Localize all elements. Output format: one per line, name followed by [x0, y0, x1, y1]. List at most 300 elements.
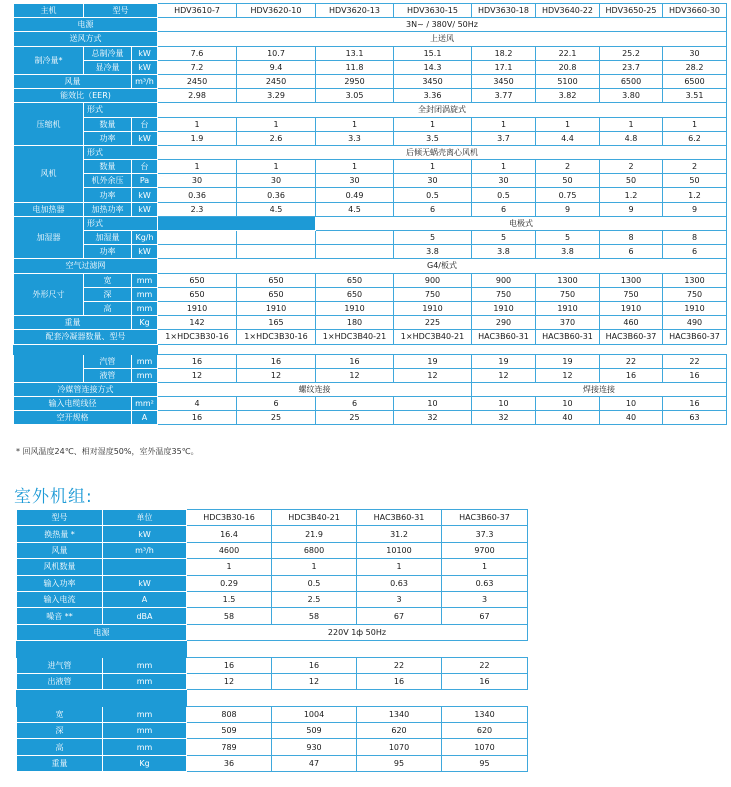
unit-label: A	[132, 411, 158, 425]
outdoor-spec-table	[16, 509, 528, 772]
sub-label: 机外余压	[84, 174, 132, 188]
value-cell: 50	[600, 174, 663, 188]
value-cell: 10.7	[237, 46, 316, 60]
value-cell: 3.29	[237, 89, 316, 103]
header-unit: 单位	[103, 510, 187, 526]
value-cell: 3450	[394, 74, 472, 88]
value-cell: 1	[237, 117, 316, 131]
filter-row	[14, 259, 727, 273]
value-cell: 8	[663, 231, 727, 245]
value-cell: 30	[394, 174, 472, 188]
value-cell: 1300	[663, 273, 727, 287]
model-header: HDV3640-22	[536, 4, 600, 18]
row-label: 噪音 **	[17, 608, 103, 624]
sub-label: 数量	[84, 117, 132, 131]
supply-value: 上送风	[158, 32, 727, 46]
model-header: HDV3610-7	[158, 4, 237, 18]
model-header: HDC3B30-16	[187, 510, 272, 526]
unit-label: Pa	[132, 174, 158, 188]
row-label: 换热量 *	[17, 526, 103, 542]
value-cell: 9	[600, 202, 663, 216]
condenser-row	[14, 330, 727, 344]
value-cell: 370	[536, 316, 600, 330]
compressor-type-row	[14, 103, 727, 117]
unit-label: mm	[132, 368, 158, 382]
value-cell: 620	[357, 723, 442, 739]
value-cell: 0.49	[316, 188, 394, 202]
group-label	[14, 354, 84, 382]
connection-weld: 焊接连接	[472, 382, 727, 396]
value-cell: 6	[472, 202, 536, 216]
row-label: 空开规格	[14, 411, 132, 425]
value-cell: 19	[536, 354, 600, 368]
outdoor-row	[17, 608, 528, 624]
value-cell: 9	[663, 202, 727, 216]
unit-label: dBA	[103, 608, 187, 624]
value-cell	[237, 231, 316, 245]
value-cell: 95	[442, 755, 528, 771]
value-cell: 3.8	[394, 245, 472, 259]
value-cell: 13.1	[316, 46, 394, 60]
value-cell: 750	[472, 287, 536, 301]
value-cell: 1910	[237, 301, 316, 315]
indoor-spec-table	[13, 3, 727, 425]
spacer-row	[14, 344, 727, 354]
value-cell: 12	[316, 368, 394, 382]
value-cell: 16	[663, 368, 727, 382]
weight-row	[14, 316, 727, 330]
value-cell: 0.29	[187, 575, 272, 591]
power-row	[14, 18, 727, 32]
value-cell: 509	[187, 723, 272, 739]
value-cell: 3.3	[316, 131, 394, 145]
spacer-cell	[158, 344, 727, 354]
row-label: 能效比（EER)	[14, 89, 158, 103]
value-cell: 750	[394, 287, 472, 301]
value-cell: 0.36	[237, 188, 316, 202]
value-cell: 50	[536, 174, 600, 188]
row-label: 重量	[14, 316, 132, 330]
value-cell: 1	[187, 559, 272, 575]
value-cell: 67	[357, 608, 442, 624]
unit-label: 台	[132, 160, 158, 174]
value-cell: 6800	[272, 542, 357, 558]
row-label: 高	[17, 739, 103, 755]
compressor-qty-row	[14, 117, 727, 131]
value-cell: 16	[357, 673, 442, 689]
group-label: 风机	[14, 145, 84, 202]
header-model-label: 型号	[84, 4, 158, 18]
group-label: 压缩机	[14, 103, 84, 146]
value-cell: 1	[316, 160, 394, 174]
value-cell: 3.51	[663, 89, 727, 103]
value-cell: 6500	[663, 74, 727, 88]
value-cell: 1070	[442, 739, 528, 755]
value-cell: 2450	[158, 74, 237, 88]
sub-label: 深	[84, 287, 132, 301]
value-cell: 3.05	[316, 89, 394, 103]
value-cell: 1	[394, 160, 472, 174]
model-header: HDV3620-10	[237, 4, 316, 18]
value-cell: 4	[158, 397, 237, 411]
value-cell: 1070	[357, 739, 442, 755]
unit-label: kW	[132, 131, 158, 145]
type-value: 后倾无蜗壳离心风机	[158, 145, 727, 159]
dims-width-row	[14, 273, 727, 287]
humidifier-type-row	[14, 216, 727, 230]
unit-label: mm	[103, 706, 187, 722]
value-cell: 2	[600, 160, 663, 174]
header-row	[14, 4, 727, 18]
sub-label: 加湿量	[84, 231, 132, 245]
power-value: 220V 1ф 50Hz	[187, 624, 528, 640]
unit-label: mm	[103, 673, 187, 689]
value-cell: 6	[237, 397, 316, 411]
outdoor-row	[17, 575, 528, 591]
value-cell: 22	[357, 657, 442, 673]
value-cell: 650	[237, 273, 316, 287]
value-cell: 6.2	[663, 131, 727, 145]
value-cell: 16	[316, 354, 394, 368]
fan-qty-row	[14, 160, 727, 174]
value-cell: 1×HDC3B30-16	[158, 330, 237, 344]
model-header: HDV3660-30	[663, 4, 727, 18]
value-cell: 509	[272, 723, 357, 739]
value-cell: 16	[158, 354, 237, 368]
model-header: HDV3650-25	[600, 4, 663, 18]
value-cell: 22.1	[536, 46, 600, 60]
type-value: 全封闭涡旋式	[158, 103, 727, 117]
value-cell: 650	[158, 287, 237, 301]
outdoor-section-title: 室外机组:	[14, 487, 93, 507]
value-cell: 789	[187, 739, 272, 755]
value-cell: 1.5	[187, 591, 272, 607]
outdoor-header-row	[17, 510, 528, 526]
value-cell: 47	[272, 755, 357, 771]
value-cell: 1004	[272, 706, 357, 722]
value-cell: 10	[394, 397, 472, 411]
value-cell: 16.4	[187, 526, 272, 542]
unit-label: Kg	[103, 755, 187, 771]
row-label: 深	[17, 723, 103, 739]
value-cell: 1	[237, 160, 316, 174]
value-cell: 460	[600, 316, 663, 330]
fan-power-row	[14, 188, 727, 202]
value-cell: 2.98	[158, 89, 237, 103]
value-cell: 750	[536, 287, 600, 301]
value-cell: 3.5	[394, 131, 472, 145]
value-cell: 490	[663, 316, 727, 330]
value-cell: 23.7	[600, 60, 663, 74]
value-cell: 14.3	[394, 60, 472, 74]
connection-row	[14, 382, 727, 396]
value-cell: 2.5	[272, 591, 357, 607]
value-cell: 930	[272, 739, 357, 755]
value-cell: 5	[394, 231, 472, 245]
value-cell: 16	[663, 397, 727, 411]
value-cell: 1	[394, 117, 472, 131]
value-cell: 620	[442, 723, 528, 739]
value-cell: 3	[442, 591, 528, 607]
sub-label: 形式	[84, 216, 158, 230]
row-label: 风量	[14, 74, 132, 88]
value-cell: 16	[187, 657, 272, 673]
value-cell: 37.3	[442, 526, 528, 542]
value-cell: 290	[472, 316, 536, 330]
row-label: 电源	[17, 624, 187, 640]
unit-label: kW	[132, 188, 158, 202]
value-cell: 50	[663, 174, 727, 188]
value-cell: 16	[272, 657, 357, 673]
sub-label: 液管	[84, 368, 132, 382]
value-cell: 6	[394, 202, 472, 216]
value-cell: 650	[316, 287, 394, 301]
value-cell: 4.5	[237, 202, 316, 216]
value-cell: 650	[237, 287, 316, 301]
value-cell	[158, 245, 237, 259]
value-cell: 650	[316, 273, 394, 287]
value-cell: 1910	[158, 301, 237, 315]
sub-label: 宽	[84, 273, 132, 287]
model-header: HDV3630-15	[394, 4, 472, 18]
value-cell: 16	[442, 673, 528, 689]
sub-label: 高	[84, 301, 132, 315]
sub-label: 显冷量	[84, 60, 132, 74]
value-cell: 12	[272, 673, 357, 689]
unit-label: Kg/h	[132, 231, 158, 245]
fan-pressure-row	[14, 174, 727, 188]
value-cell: 22	[663, 354, 727, 368]
unit-label: mm	[132, 287, 158, 301]
value-cell: 3.77	[472, 89, 536, 103]
value-cell: HAC3B60-31	[536, 330, 600, 344]
unit-label: mm	[132, 354, 158, 368]
outdoor-dim-row	[17, 755, 528, 771]
spacer-cell	[14, 344, 158, 354]
unit-label: mm	[132, 301, 158, 315]
value-cell: 10	[600, 397, 663, 411]
sub-label: 形式	[84, 103, 158, 117]
value-cell: 12	[472, 368, 536, 382]
value-cell: 7.2	[158, 60, 237, 74]
value-cell: 95	[357, 755, 442, 771]
unit-label: mm	[103, 723, 187, 739]
value-cell: 58	[272, 608, 357, 624]
value-cell: 2.6	[237, 131, 316, 145]
sub-label: 功率	[84, 245, 132, 259]
value-cell: 12	[187, 673, 272, 689]
outdoor-power-row	[17, 624, 528, 640]
value-cell: 0.5	[394, 188, 472, 202]
value-cell: 6	[600, 245, 663, 259]
filter-value: G4/板式	[158, 259, 727, 273]
spacer-row	[17, 690, 528, 706]
value-cell: 1	[472, 160, 536, 174]
row-label: 空气过滤网	[14, 259, 158, 273]
unit-label: m³/h	[132, 74, 158, 88]
value-cell: 31.2	[357, 526, 442, 542]
value-cell: 17.1	[472, 60, 536, 74]
value-cell: 808	[187, 706, 272, 722]
unit-label: mm	[132, 273, 158, 287]
value-cell: 1910	[600, 301, 663, 315]
value-cell: 12	[237, 368, 316, 382]
connection-thread: 螺纹连接	[158, 382, 472, 396]
value-cell: 0.5	[272, 575, 357, 591]
row-label: 冷媒管连接方式	[14, 382, 158, 396]
value-cell: 900	[472, 273, 536, 287]
value-cell: 4.4	[536, 131, 600, 145]
value-cell: 21.9	[272, 526, 357, 542]
value-cell: 1910	[536, 301, 600, 315]
value-cell: 1	[357, 559, 442, 575]
value-cell: 5	[472, 231, 536, 245]
value-cell: 63	[663, 411, 727, 425]
value-cell: 1910	[472, 301, 536, 315]
value-cell: 1×HDC3B40-21	[316, 330, 394, 344]
heater-row	[14, 202, 727, 216]
value-cell: 3	[357, 591, 442, 607]
value-cell: 1300	[600, 273, 663, 287]
value-cell: 3.82	[536, 89, 600, 103]
unit-label: 台	[132, 117, 158, 131]
value-cell: 1	[536, 117, 600, 131]
outdoor-row	[17, 559, 528, 575]
unit-label: kW	[132, 46, 158, 60]
value-cell: 2950	[316, 74, 394, 88]
value-cell: 18.2	[472, 46, 536, 60]
row-label: 出液管	[17, 673, 103, 689]
unit-label: kW	[103, 526, 187, 542]
value-cell: 1340	[357, 706, 442, 722]
spacer-cell	[17, 641, 187, 657]
outdoor-pipe-row	[17, 673, 528, 689]
value-cell: 180	[316, 316, 394, 330]
value-cell: 3.8	[472, 245, 536, 259]
dims-depth-row	[14, 287, 727, 301]
model-header: HDV3630-18	[472, 4, 536, 18]
value-cell: 36	[187, 755, 272, 771]
blank-cell	[158, 216, 316, 230]
value-cell: 12	[536, 368, 600, 382]
value-cell: 2.3	[158, 202, 237, 216]
value-cell: 10	[472, 397, 536, 411]
sub-label: 形式	[84, 145, 158, 159]
value-cell: 16	[158, 411, 237, 425]
value-cell: 8	[600, 231, 663, 245]
row-label: 输入功率	[17, 575, 103, 591]
value-cell: 1.2	[663, 188, 727, 202]
unit-label: kW	[132, 245, 158, 259]
value-cell: 1×HDC3B40-21	[394, 330, 472, 344]
humidifier-power-row	[14, 245, 727, 259]
value-cell: 28.2	[663, 60, 727, 74]
value-cell: HAC3B60-31	[472, 330, 536, 344]
value-cell: 30	[663, 46, 727, 60]
value-cell: 32	[472, 411, 536, 425]
value-cell: 11.8	[316, 60, 394, 74]
value-cell: 19	[472, 354, 536, 368]
value-cell	[316, 245, 394, 259]
row-label: 宽	[17, 706, 103, 722]
row-label: 输入电缆线径	[14, 397, 132, 411]
footnote: * 回风温度24℃、相对湿度50%，室外温度35℃。	[16, 447, 199, 456]
row-label: 输入电流	[17, 591, 103, 607]
value-cell: 1	[158, 117, 237, 131]
value-cell: 1.9	[158, 131, 237, 145]
value-cell: 4.8	[600, 131, 663, 145]
value-cell: 650	[158, 273, 237, 287]
unit-label: m³/h	[103, 542, 187, 558]
outdoor-row	[17, 591, 528, 607]
spacer-row	[17, 641, 528, 657]
sub-label: 加热功率	[84, 202, 132, 216]
value-cell: 25	[316, 411, 394, 425]
value-cell: 5100	[536, 74, 600, 88]
model-header: HAC3B60-31	[357, 510, 442, 526]
value-cell: 3.8	[536, 245, 600, 259]
header-label: 主机	[14, 4, 84, 18]
spacer-cell	[17, 690, 187, 706]
airflow-row	[14, 74, 727, 88]
supply-row	[14, 32, 727, 46]
group-label: 加湿器	[14, 216, 84, 259]
eer-row	[14, 89, 727, 103]
humidifier-amount-row	[14, 231, 727, 245]
row-label: 风机数量	[17, 559, 103, 575]
value-cell: 10	[536, 397, 600, 411]
value-cell: 2	[536, 160, 600, 174]
value-cell: 165	[237, 316, 316, 330]
spacer-cell	[187, 641, 528, 657]
value-cell	[316, 231, 394, 245]
power-value: 3N~ / 380V/ 50Hz	[158, 18, 727, 32]
value-cell: 4.5	[316, 202, 394, 216]
model-header: HDC3B40-21	[272, 510, 357, 526]
value-cell: 19	[394, 354, 472, 368]
header-label: 型号	[17, 510, 103, 526]
cooling-total-row	[14, 46, 727, 60]
value-cell: 9.4	[237, 60, 316, 74]
value-cell: 0.36	[158, 188, 237, 202]
value-cell: 1	[442, 559, 528, 575]
value-cell: 9700	[442, 542, 528, 558]
switch-row	[14, 411, 727, 425]
row-label: 风量	[17, 542, 103, 558]
value-cell: 6500	[600, 74, 663, 88]
group-label: 外形尺寸	[14, 273, 84, 316]
model-header: HDV3620-13	[316, 4, 394, 18]
row-label: 进气管	[17, 657, 103, 673]
value-cell: 2450	[237, 74, 316, 88]
unit-label: kW	[132, 60, 158, 74]
value-cell: 1300	[536, 273, 600, 287]
unit-label	[103, 559, 187, 575]
value-cell: 3450	[472, 74, 536, 88]
sub-label: 汽管	[84, 354, 132, 368]
outdoor-row	[17, 526, 528, 542]
value-cell: 1	[272, 559, 357, 575]
value-cell: 25.2	[600, 46, 663, 60]
row-label: 电源	[14, 18, 158, 32]
value-cell: 2	[663, 160, 727, 174]
value-cell: 4600	[187, 542, 272, 558]
dims-height-row	[14, 301, 727, 315]
value-cell: 9	[536, 202, 600, 216]
row-label: 送风方式	[14, 32, 158, 46]
group-label: 制冷量*	[14, 46, 84, 74]
sub-label: 数量	[84, 160, 132, 174]
